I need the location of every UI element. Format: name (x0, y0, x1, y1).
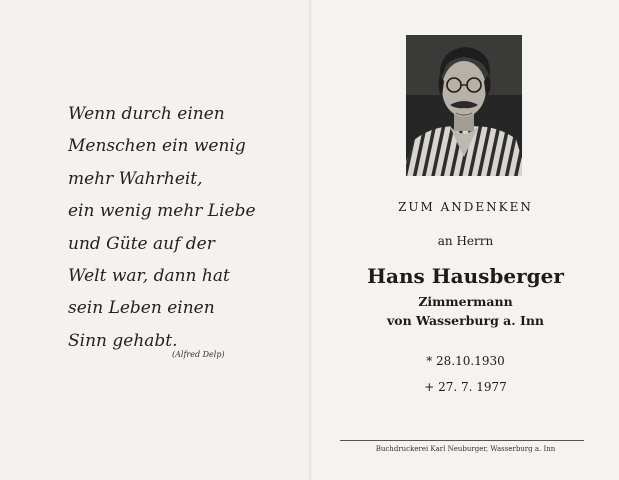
portrait-photo (406, 35, 522, 176)
deceased-name: Hans Hausberger (367, 264, 564, 288)
portrait-illustration (406, 35, 522, 176)
poem-line: Menschen ein wenig (68, 136, 246, 157)
memorial-heading: ZUM ANDENKEN (398, 200, 533, 214)
printer-credit: Buchdruckerei Karl Neuburger, Wasserburg a. Inn (375, 445, 556, 453)
poem-line: sein Leben einen (68, 298, 215, 319)
death-date: + 27. 7. 1977 (424, 380, 507, 394)
salutation: an Herrn (437, 234, 494, 248)
poem (68, 98, 256, 357)
footer-divider (340, 440, 584, 441)
profession: Zimmermann (418, 294, 513, 309)
poem-attribution: (Alfred Delp) (172, 350, 225, 359)
poem-line: mehr Wahrheit, (68, 168, 203, 189)
poem-line: und Güte auf der (68, 233, 215, 254)
poem-line: Welt war, dann hat (68, 266, 230, 287)
poem-line: Wenn durch einen (68, 104, 225, 124)
hometown: von Wasserburg a. Inn (386, 313, 545, 328)
birth-date: * 28.10.1930 (426, 354, 505, 368)
poem-line: ein wenig mehr Liebe (68, 201, 256, 222)
poem-line: Sinn gehabt. (68, 330, 178, 351)
